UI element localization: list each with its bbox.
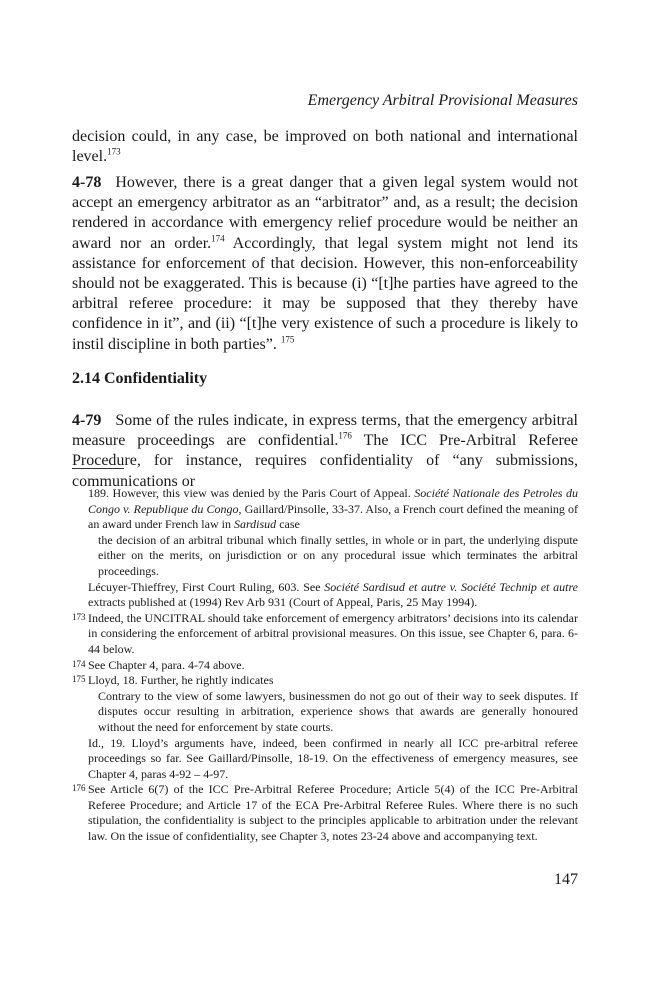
footnote-number: 173 bbox=[72, 611, 86, 622]
footnote-189-quote: the decision of an arbitral tribunal which finally settles, in whole or in part, the underlying dispute either on the merits, on jurisdiction or on any procedural issue which terminates the arbitral proceedings. bbox=[98, 532, 578, 578]
footnote-divider bbox=[72, 468, 124, 469]
footnote-175-quote: Contrary to the view of some lawyers, businessmen do not go out of their way to seek disputes. If disputes occur resulting in arbitration, experience shows that awards are generally honoured without the need for enforcement by state courts. bbox=[98, 688, 578, 734]
footnote-175: 175 Lloyd, 18. Further, he rightly indicates bbox=[72, 673, 274, 688]
paragraph-number: 4-79 bbox=[72, 412, 102, 429]
paragraph-continuation bbox=[72, 127, 578, 167]
footnote-189: 189. However, this view was denied by the Paris Court of Appeal. Société Nationale des Petroles du Congo v. Republique du Congo, Gaillard/Pinsolle, 33-37. Also, a French court defined the meaning of an award under French law in Sardisud case bbox=[88, 486, 578, 532]
footnote-176: 176 See Article 6(7) of the ICC Pre-Arbitral Referee Procedure; Article 5(4) of the ICC Pre-Arbitral Referee Procedure; and Article 17 of the ECA Pre-Arbitral Referee Rules. Where there is no such stipulation, the confidentiality is subject to the principles applicable to arbitration under the relevant law. On the issue of confidentiality, see Chapter 3, notes 23-24 above and accompanying text. bbox=[72, 782, 578, 844]
footnote-number: 176 bbox=[72, 783, 86, 794]
paragraph-text: decision could, in any case, be improved on both national and international level. bbox=[72, 128, 578, 166]
paragraph-text: Some of the rules indicate, in express terms, that the emergency arbitral measure proceedings are confidential. bbox=[72, 412, 578, 450]
paragraph-4-78 bbox=[72, 173, 578, 355]
footnote-189-reference: Lécuyer-Thieffrey, First Court Ruling, 603. See Société Sardisud et autre v. Société Technip et autre extracts published at (1994) Rev Arb 931 (Court of Appeal, Paris, 25 May 1994). bbox=[88, 579, 579, 610]
footnote-173: 173 Indeed, the UNCITRAL should take enforcement of emergency arbitrators’ decisions into its calendar in considering the enforcement of arbitral provisional measures. On this issue, see Chapter 6, para. 6-44 below. bbox=[72, 610, 578, 656]
paragraph-4-79 bbox=[72, 411, 578, 492]
section-heading: 2.14 Confidentiality bbox=[72, 370, 208, 387]
footnote-174: 174 See Chapter 4, para. 4-74 above. bbox=[72, 657, 245, 672]
footnote-number: 175 bbox=[72, 674, 86, 685]
footnote-ref-173: 173 bbox=[107, 146, 121, 157]
footnote-number: 174 bbox=[72, 658, 86, 669]
footnote-ref-175: 175 bbox=[280, 334, 295, 345]
paragraph-text-cont: Accordingly, that legal system might not lend its assistance for enforcement of that decision. However, this non-enforceability should not be exaggerated. This is because (i) “[t]he parties have agreed to the arbitral referee procedure: it may be supposed that they thereby have confidence in it”, and (ii) “[t]he very existence of such a procedure is likely to instil discipline in both parties”. bbox=[72, 234, 579, 353]
paragraph-number: 4-78 bbox=[72, 174, 102, 191]
running-head: Emergency Arbitral Provisional Measures bbox=[307, 92, 578, 109]
paragraph-text: However, there is a great danger that a given legal system would not accept an emergency arbitrator as an “arbitrator” and, as a result; the decision rendered in accordance with emergency relief procedure would be neither an award nor an order. bbox=[72, 174, 578, 252]
footnote-175-reference: Id., 19. Lloyd’s arguments have, indeed, been confirmed in nearly all ICC pre-arbitral referee proceedings so far. See Gaillard/Pinsolle, 18-19. On the effectiveness of emergency measures, see Chapter 4, paras 4-92 – 4-97. bbox=[88, 735, 578, 781]
footnote-ref-176: 176 bbox=[338, 430, 352, 441]
footnote-ref-174: 174 bbox=[211, 233, 225, 244]
page-number: 147 bbox=[554, 871, 578, 888]
footnotes bbox=[72, 486, 578, 845]
paragraph-text-cont: The ICC Pre-Arbitral Referee Procedure, for instance, requires confidentiality of “any submissions, communications or bbox=[72, 432, 578, 490]
